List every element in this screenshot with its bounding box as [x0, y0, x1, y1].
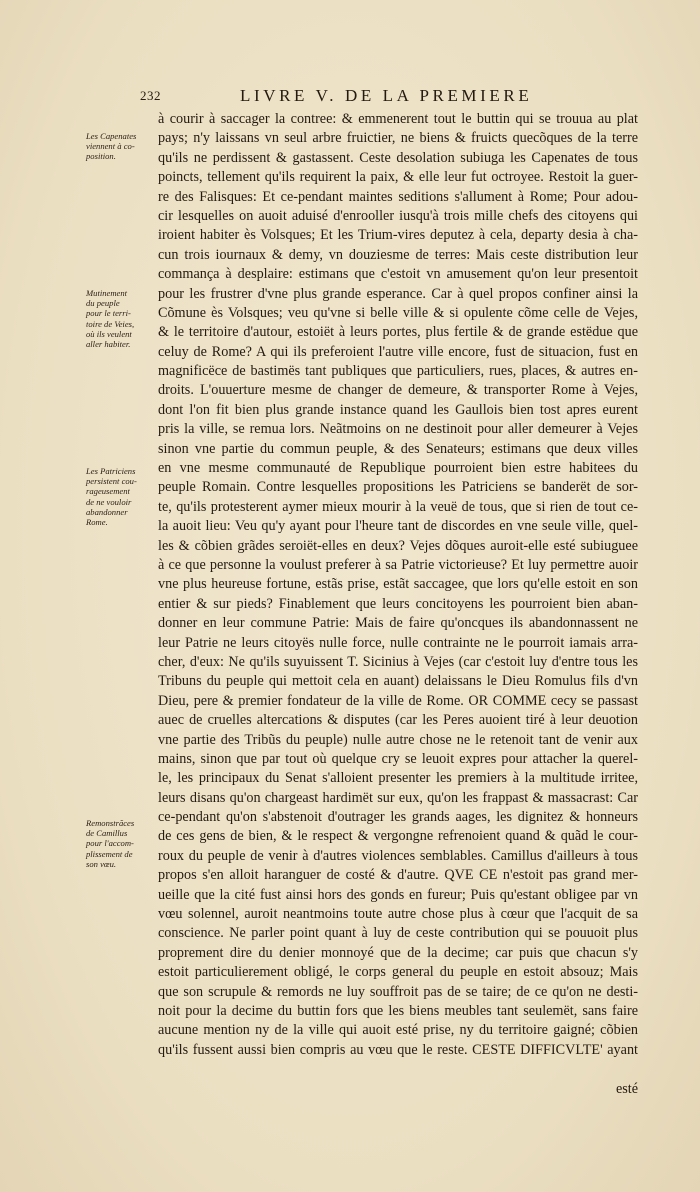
text-line: aucune mention ny de la ville qui auoit esté prise, ny du territoire gaigné; cõbien [158, 1022, 638, 1039]
margin-note-line: rageusement [86, 486, 130, 497]
text-line: les & cõbien grãdes seroiët-elles en deux? Vejes dõques auroit-elle esté subiuguee [158, 537, 638, 554]
margin-note-line: où ils veulent [86, 328, 132, 339]
margin-note-line: toire de Veies, [86, 318, 135, 329]
text-line: propos s'en alloit haranguer de costé & d'autre. QVE CE n'estoit pas grand mer- [158, 867, 638, 884]
margin-note [86, 288, 158, 349]
margin-note-line: abandonner [86, 506, 128, 517]
catchword: esté [615, 1080, 638, 1097]
margin-note-line: Les Patriciens [86, 466, 136, 476]
running-head: LIVRE V. DE LA PREMIERE [240, 86, 533, 105]
text-line: peuple Romain. Contre lesquelles propositions les Patriciens se banderët de sor- [158, 479, 638, 496]
margin-note-line: Remonstrãces [86, 818, 135, 828]
margin-note-line: plissement de [86, 848, 133, 859]
text-line: à courir à saccager la contree: & emmenerent tout le buttin qui se trouua au plat [158, 111, 638, 127]
margin-note [86, 818, 158, 869]
margin-note-line: pour l'accom- [86, 838, 134, 849]
margin-note-line: Mutinement [86, 288, 128, 298]
text-line: conscience. Ne parler point quant à luy de ceste contribution qui se pouuoit plus [158, 925, 638, 942]
text-line: vœu solennel, auroit neantmoins toute autre chose plus à cœur que l'acquit de sa [158, 906, 638, 923]
text-line: la auoit lieu: Veu qu'y ayant pour l'heure tant de discordes en vne seule ville, quel- [158, 518, 638, 535]
margin-note-line: position. [86, 151, 116, 162]
text-line: Dieu, pere & premier fondateur de la ville de Rome. OR COMME cecy se passast [158, 692, 638, 709]
text-line: droits. L'ouuerture mesme de changer de demeure, & transporter Rome à Vejes, [158, 382, 638, 399]
text-line: ce-pendant qu'on s'abstenoit d'outrager les grands aages, les dignitez & honneurs [158, 809, 638, 826]
text-line: poincts, tellement qu'ils requirent la paix, & elle leur fut octroyee. Restoit la guer- [158, 169, 638, 186]
text-line [158, 1060, 638, 1079]
text-line: mains, sinon que par tout où quelque cry se leuoit expres pour attacher la querel- [158, 750, 638, 767]
text-line: de ces gens de bien, & le respect & vergongne refrenoient quand & quãd le cour- [158, 828, 638, 845]
text-line: iroient habiter ès Volsques; Et les Trium-vires deputez à cela, departy desia à cha- [158, 227, 638, 244]
margin-note-line: aller habiter. [86, 339, 131, 350]
margin-note-line: persistent cou- [86, 476, 137, 487]
margin-note-line: pour le terri- [86, 308, 131, 319]
margin-note-line: Rome. [86, 517, 108, 528]
text-line: te, qu'ils protesterent aymer mieux mourir à la veuë de tous, que si rien de tout ce- [158, 498, 638, 515]
text-line: en vne mesme communauté de Republique pourroient bien estre habitees du [158, 460, 638, 477]
text-line: celuy de Rome? A qui ils preferoient l'autre ville encore, fust de situacion, fust en [158, 343, 638, 360]
margin-note [86, 131, 158, 162]
text-line: leur Patrie ne leurs citoyës nulle force, nulle contrainte ne le pourroit iamais arra- [158, 634, 638, 651]
text-line: dont l'on fit bien plus grande instance quand les Gaullois bien tost apres eurent [158, 401, 638, 418]
text-line: cun trois iournaux & demy, vn douziesme de terres: Mais ceste distribution leur [158, 246, 638, 263]
text-line: vne partie des Tribũs du peuple) nulle autre chose ne le retenoit tant de venir aux [158, 731, 638, 748]
text-line: entier & sur pieds? Finablement que leurs concitoyens les pourroient bien aban- [158, 595, 638, 612]
text-line: pris la ville, se remua lors. Neãtmoins on ne destinoit pour aller demeurer à Vejes [158, 421, 638, 438]
text-line: magnificëce de bastimës tant publiques que particuliers, rues, places, & autres en- [158, 363, 638, 380]
text-line: qu'ils fussent aussi bien compris au vœu que le reste. CESTE DIFFICVLTE' ayant [158, 1041, 638, 1058]
folio-number: 232 [140, 88, 161, 103]
margin-note-line: viennent à co- [86, 141, 135, 152]
text-line: commança à desplaire: estimans que c'estoit vn amusement qu'on leur presentoit [158, 266, 638, 283]
text-line: cir lesquelles on auoit aduisé d'enrooller iusqu'à trois mille chefs des citoyens qui [158, 207, 638, 224]
text-line: pour les frustrer d'vne plus grande esperance. Car à quel propos confiner ainsi la [158, 285, 638, 302]
page-header [140, 86, 640, 108]
margin-note-line: du peuple [86, 298, 120, 309]
text-line: & le territoire d'autour, estoiët à leurs portes, plus fertile & de grande estëdue que [158, 324, 638, 341]
margin-note-line: de ne vouloir [86, 496, 132, 507]
body-text [158, 110, 638, 1099]
text-line: qu'ils ne perdissent & gastassent. Ceste desolation subiuga les Capenates de tous [158, 149, 638, 166]
text-line: re des Falisques: Et ce-pendant maintes seditions s'allument à Rome; Pour adou- [158, 188, 638, 205]
text-line: Cõmune ès Volsques; veu qu'vne si belle ville & si opulente cõme celle de Vejes, [158, 304, 638, 321]
text-line: vne plus heureuse fortune, estãs prise, estãt saccagee, que lors qu'elle estoit en son [158, 576, 638, 593]
margin-note [86, 466, 158, 527]
text-line: que son scrupule & remords ne luy souffroit pas de se taire; de ce qu'on ne desti- [158, 983, 638, 1000]
text-line: roux du peuple de venir à d'autres violences semblables. Camillus d'ailleurs à tous [158, 847, 638, 864]
text-line: estoit particulierement obligé, le corps general du peuple en estoit absouz; Mais [158, 964, 638, 981]
margin-note-line: Les Capenates [86, 131, 137, 141]
text-line: auec de cruelles altercations & disputes (car les Peres auoient tiré à leur deuotion [158, 712, 638, 729]
margin-note-line: de Camillus [86, 828, 128, 839]
text-line: donner en leur commune Patrie: Mais de faire qu'oncques ils abandonnassent ne [158, 615, 638, 632]
text-line: sinon vne partie du commun peuple, & des Senateurs; estimans que deux villes [158, 440, 638, 457]
text-line: pays; n'y laissans vn seul arbre fruictier, ne biens & fruicts quecõques de la terre [158, 130, 638, 147]
text-line: ueille que la cité fust ainsi hors des gonds en fureur; Puis qu'estant obligee par vn [158, 886, 638, 903]
text-line: leurs disans qu'on chargeast hardimët sur eux, qu'on les frappast & massacrast: Car [158, 789, 638, 806]
text-line: le, les principaux du Senat s'alloient presenter les premiers à la multitude irritee, [158, 770, 638, 787]
text-line: proprement dire du denier monnoyé que de la decime; car puis que chacun s'y [158, 944, 638, 961]
text-line: Tribuns du peuple qui mettoit cela en auant) delaissans le Dieu Romulus fils d'vn [158, 673, 638, 690]
text-line: noit pour la decime du buttin fors que les biens meubles tant seulemët, sans faire [158, 1002, 638, 1019]
text-line: à ce que personne la voulust preferer à sa Patrie victorieuse? Et luy permettre auoir [158, 556, 638, 573]
text-line: cher, d'eux: Ne qu'ils suyuissent T. Sicinius à Vejes (car c'estoit luy d'entre tous les [158, 653, 638, 670]
margin-note-line: son vœu. [86, 858, 117, 869]
